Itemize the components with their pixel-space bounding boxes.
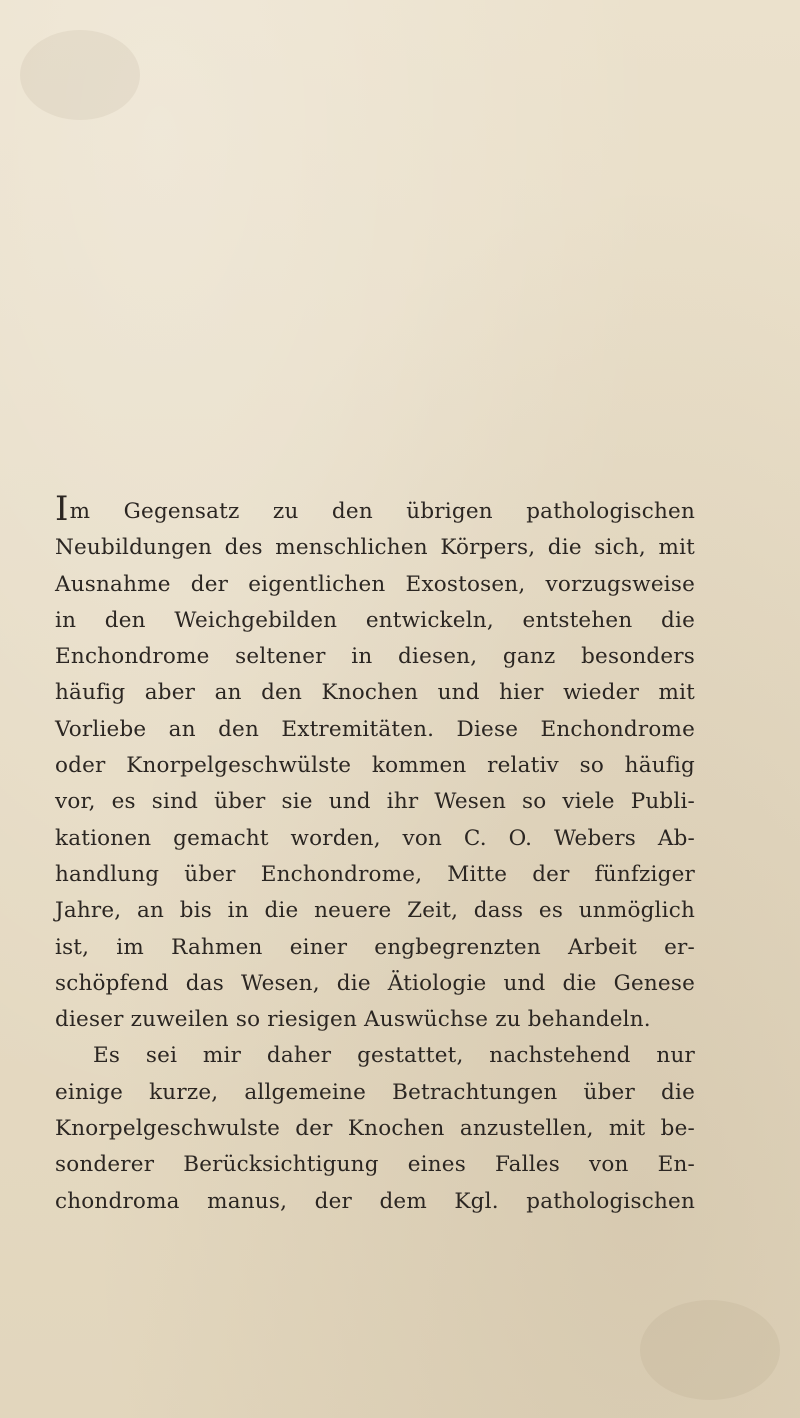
text-line: oder Knorpelgeschwülste kommen relativ so häufig (55, 753, 695, 779)
text-line: Vorliebe an den Extremitäten. Diese Enchondrome (55, 716, 695, 742)
body-text (55, 489, 695, 1220)
text-line: schöpfend das Wesen, die Ätiologie und die Genese (55, 970, 695, 996)
text-line: Enchondrome seltener in diesen, ganz besonders (55, 644, 695, 670)
text-line: Es sei mir daher gestattet, nachstehend nur (93, 1043, 695, 1069)
text-line: Im Gegensatz zu den übrigen pathologischen (55, 489, 695, 529)
text-line: Knorpelgeschwulste der Knochen anzustellen, mit be- (55, 1116, 695, 1142)
text-line: ist, im Rahmen einer engbegrenzten Arbeit er- (55, 934, 695, 960)
text-line: Jahre, an bis in die neuere Zeit, dass es unmöglich (55, 898, 695, 924)
paper-stain (20, 30, 140, 120)
text-line: Ausnahme der eigentlichen Exostosen, vorzugsweise (55, 571, 695, 597)
text-line: Neubildungen des menschlichen Körpers, die sich, mit (55, 535, 695, 561)
text-line: in den Weichgebilden entwickeln, entstehen die (55, 607, 695, 633)
text-line: häufig aber an den Knochen und hier wieder mit (55, 680, 695, 706)
text-line: vor, es sind über sie und ihr Wesen so viele Publi- (55, 789, 695, 815)
text-line: dieser zuweilen so riesigen Auswüchse zu behandeln. (55, 1007, 651, 1033)
text-line: kationen gemacht worden, von C. O. Webers Ab- (55, 825, 695, 851)
paper-stain (640, 1300, 780, 1400)
drop-cap: I (55, 489, 69, 529)
text-line: handlung über Enchondrome, Mitte der fünfziger (55, 861, 695, 887)
text-line: einige kurze, allgemeine Betrachtungen über die (55, 1079, 695, 1105)
text-line: sonderer Berücksichtigung eines Falles von En- (55, 1152, 695, 1178)
text-line: chondroma manus, der dem Kgl. pathologischen (55, 1188, 695, 1214)
